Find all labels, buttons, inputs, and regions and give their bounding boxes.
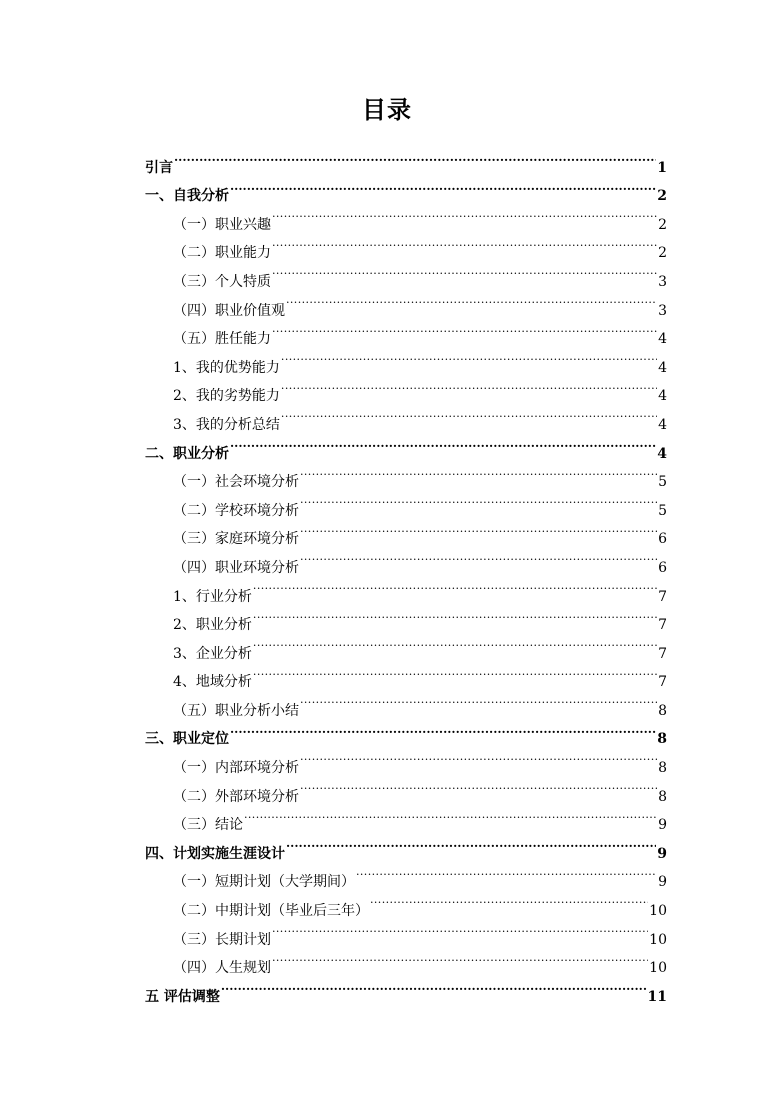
table-of-contents xyxy=(145,143,667,1005)
toc-page-number: 10 xyxy=(649,903,667,920)
toc-entry-label: （四）职业价值观 xyxy=(173,302,285,319)
toc-page-number: 6 xyxy=(658,531,667,548)
toc-entry-label: 1、我的优势能力 xyxy=(173,359,280,376)
toc-page-number: 7 xyxy=(658,674,667,691)
toc-entry-label: （五）胜任能力 xyxy=(173,331,271,348)
toc-entry-label: 一、自我分析 xyxy=(145,188,229,205)
toc-entry-label: 1、行业分析 xyxy=(173,588,252,605)
dot-leader xyxy=(174,143,656,172)
toc-page-number: 10 xyxy=(649,960,667,977)
toc-page-number: 8 xyxy=(657,731,667,748)
toc-page-number: 1 xyxy=(657,159,667,176)
dot-leader xyxy=(286,286,657,315)
toc-entry-label: （一）内部环境分析 xyxy=(173,760,299,777)
dot-leader xyxy=(272,229,657,258)
toc-entry-label: （三）结论 xyxy=(173,817,243,834)
toc-entry-label: 三、职业定位 xyxy=(145,731,229,748)
toc-page-number: 6 xyxy=(658,559,667,576)
toc-entry-label: （二）学校环境分析 xyxy=(173,502,299,519)
dot-leader xyxy=(272,257,657,286)
dot-leader xyxy=(281,400,657,429)
toc-section-entry[interactable] xyxy=(145,172,667,205)
toc-entry-label: 四、计划实施生涯设计 xyxy=(145,845,285,862)
toc-entry-label: （一）职业兴趣 xyxy=(173,216,271,233)
toc-page-number: 2 xyxy=(658,245,667,262)
dot-leader xyxy=(272,200,657,229)
toc-entry-label: （四）职业环境分析 xyxy=(173,559,299,576)
dot-leader xyxy=(253,572,657,601)
toc-entry-label: 3、企业分析 xyxy=(173,645,252,662)
toc-page-number: 3 xyxy=(658,302,667,319)
dot-leader xyxy=(230,172,656,201)
toc-page-number: 2 xyxy=(657,188,667,205)
dot-leader xyxy=(300,543,657,572)
dot-leader xyxy=(300,515,657,544)
toc-page-number: 10 xyxy=(649,931,667,948)
toc-entry-label: （二）外部环境分析 xyxy=(173,788,299,805)
toc-page-number: 3 xyxy=(658,273,667,290)
dot-leader xyxy=(253,601,657,630)
dot-leader xyxy=(300,772,657,801)
toc-page-number: 4 xyxy=(658,359,667,376)
toc-page-number: 8 xyxy=(658,788,667,805)
dot-leader xyxy=(300,743,657,772)
toc-page-number: 7 xyxy=(658,588,667,605)
toc-section-entry[interactable] xyxy=(145,143,667,176)
toc-page-number: 5 xyxy=(658,502,667,519)
toc-entry-label: （一）短期计划（大学期间） xyxy=(173,874,355,891)
dot-leader xyxy=(272,944,648,973)
toc-entry-label: 五 评估调整 xyxy=(145,988,220,1005)
dot-leader xyxy=(370,886,648,915)
dot-leader xyxy=(281,343,657,372)
toc-page-number: 4 xyxy=(658,331,667,348)
toc-page-number: 4 xyxy=(658,416,667,433)
toc-page-number: 9 xyxy=(658,817,667,834)
toc-entry-label: （二）中期计划（毕业后三年） xyxy=(173,903,369,920)
toc-page-number: 7 xyxy=(658,645,667,662)
dot-leader xyxy=(356,858,657,887)
dot-leader xyxy=(253,658,657,687)
toc-page-number: 8 xyxy=(658,702,667,719)
dot-leader xyxy=(230,429,656,458)
toc-entry-label: （五）职业分析小结 xyxy=(173,702,299,719)
toc-entry-label: 引言 xyxy=(145,159,173,176)
toc-entry-label: 4、地域分析 xyxy=(173,674,252,691)
toc-page-number: 2 xyxy=(658,216,667,233)
toc-entry-label: 3、我的分析总结 xyxy=(173,416,280,433)
toc-entry-label: （一）社会环境分析 xyxy=(173,474,299,491)
dot-leader xyxy=(244,801,657,830)
toc-entry-label: （三）长期计划 xyxy=(173,931,271,948)
toc-page-number: 9 xyxy=(658,874,667,891)
toc-entry-label: 2、职业分析 xyxy=(173,617,252,634)
dot-leader xyxy=(272,915,648,944)
toc-page-number: 5 xyxy=(658,474,667,491)
toc-page-number: 8 xyxy=(658,760,667,777)
dot-leader xyxy=(300,458,657,487)
toc-title: 目录 xyxy=(362,95,412,124)
toc-entry-label: 二、职业分析 xyxy=(145,445,229,462)
dot-leader xyxy=(230,715,656,744)
toc-page-number: 11 xyxy=(647,988,667,1005)
toc-entry-label: （四）人生规划 xyxy=(173,960,271,977)
dot-leader xyxy=(281,372,657,401)
toc-page-number: 4 xyxy=(657,445,667,462)
toc-page-number: 7 xyxy=(658,617,667,634)
dot-leader xyxy=(253,629,657,658)
dot-leader xyxy=(272,315,657,344)
toc-entry-label: （三）个人特质 xyxy=(173,273,271,290)
toc-entry-label: （三）家庭环境分析 xyxy=(173,531,299,548)
toc-page-number: 9 xyxy=(657,845,667,862)
dot-leader xyxy=(221,972,647,1001)
toc-entry-label: （二）职业能力 xyxy=(173,245,271,262)
dot-leader xyxy=(300,486,657,515)
dot-leader xyxy=(286,829,656,858)
toc-entry-label: 2、我的劣势能力 xyxy=(173,388,280,405)
dot-leader xyxy=(300,686,657,715)
toc-section-entry[interactable] xyxy=(145,972,667,1005)
toc-page-number: 4 xyxy=(658,388,667,405)
